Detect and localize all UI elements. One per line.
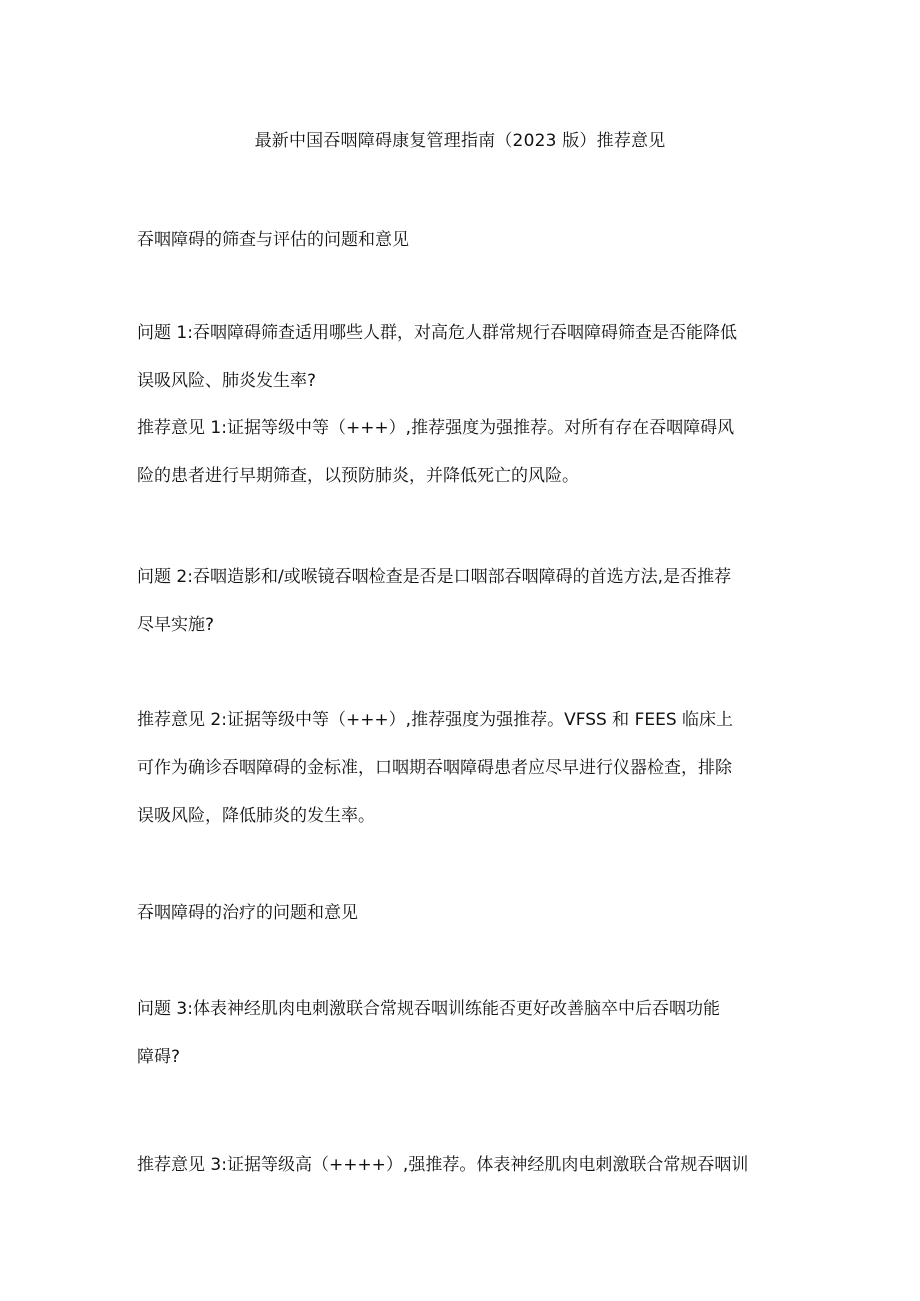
section-heading-treatment — [137, 900, 787, 926]
section-heading-text: 吞咽障碍的治疗的问题和意见 — [137, 903, 358, 923]
section-heading-text: 吞咽障碍的筛查与评估的问题和意见 — [137, 230, 409, 250]
recommendation-2 — [137, 707, 787, 829]
recommendation-2-line-1: 推荐意见 2:证据等级中等（+++）,推荐强度为强推荐。VFSS 和 FEES 临床上 — [137, 710, 734, 730]
question-3-line-1: 问题 3:体表神经肌肉电刺激联合常规吞咽训练能否更好改善脑卒中后吞咽功能 — [137, 999, 720, 1019]
question-2-line-1: 问题 2:吞咽造影和/或喉镜吞咽检查是否是口咽部吞咽障碍的首选方法,是否推荐 — [137, 567, 732, 587]
question-2-line-2: 尽早实施? — [137, 615, 215, 635]
recommendation-3-line-1: 推荐意见 3:证据等级高（++++）,强推荐。体表神经肌肉电刺激联合常规吞咽训 — [137, 1155, 749, 1175]
recommendation-2-line-2: 可作为确诊吞咽障碍的金标准，口咽期吞咽障碍患者应尽早进行仪器检查，排除 — [137, 758, 732, 778]
question-3 — [137, 996, 787, 1070]
question-1-line-1: 问题 1:吞咽障碍筛查适用哪些人群，对高危人群常规行吞咽障碍筛查是否能降低 — [137, 323, 737, 343]
recommendation-2-line-3: 误吸风险，降低肺炎的发生率。 — [137, 806, 375, 826]
section-heading-screening — [137, 227, 787, 253]
question-1-line-2: 误吸风险、肺炎发生率? — [137, 371, 317, 391]
question-1 — [137, 320, 787, 394]
question-3-line-2: 障碍? — [137, 1047, 181, 1067]
recommendation-3 — [137, 1152, 787, 1178]
document-title: 最新中国吞咽障碍康复管理指南（2023 版）推荐意见 — [254, 131, 666, 151]
question-2 — [137, 564, 787, 638]
recommendation-1-line-2: 险的患者进行早期筛查，以预防肺炎，并降低死亡的风险。 — [137, 466, 579, 486]
recommendation-1-line-1: 推荐意见 1:证据等级中等（+++）,推荐强度为强推荐。对所有存在吞咽障碍风 — [137, 418, 735, 438]
recommendation-1 — [137, 415, 787, 489]
